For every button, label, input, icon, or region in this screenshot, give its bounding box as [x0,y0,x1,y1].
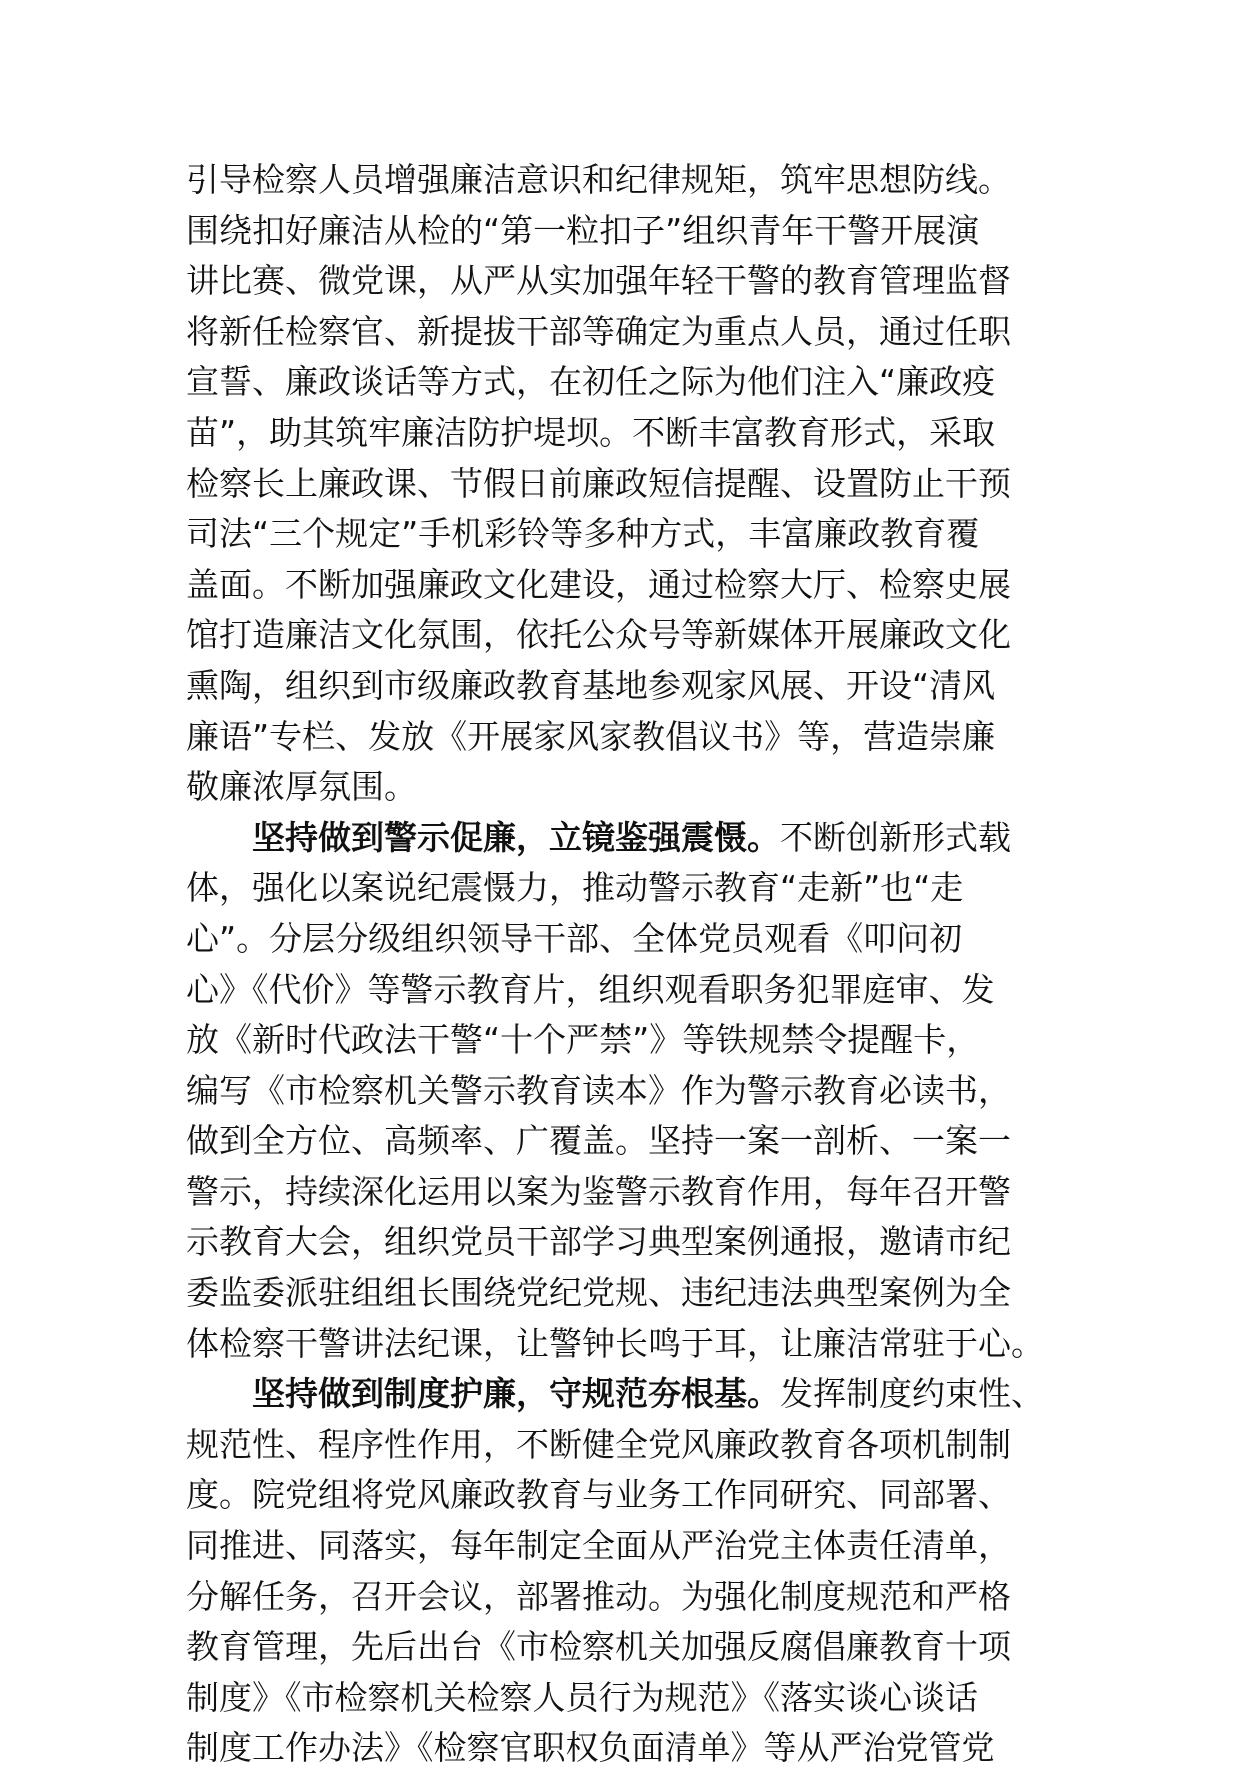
line-text: 制度》《市检察机关检察人员行为规范》《落实谈心谈话 [186,1677,978,1717]
paragraph-heading: 坚持做到制度护廉，守规范夯根基。 [252,1374,780,1414]
line-text: 体，强化以案说纪震慑力，推动警示教育“走新”也“走 [186,868,964,908]
line-text: 规范性、程序性作用，不断健全党风廉政教育各项机制制 [186,1424,1011,1464]
text-line [186,914,1066,965]
text-line [186,1066,1066,1117]
paragraph-heading: 坚持做到警示促廉，立镜鉴强震慑。 [252,817,780,857]
text-line [186,1521,1066,1572]
text-line [186,661,1066,712]
text-line [186,863,1066,914]
line-text: 编写《市检察机关警示教育读本》作为警示教育必读书， [186,1070,1011,1110]
line-text: 发挥制度约束性、 [780,1374,1044,1414]
line-text: 教育管理，先后出台《市检察机关加强反腐倡廉教育十项 [186,1627,1011,1667]
line-text: 讲比赛、微党课，从严从实加强年轻干警的教育管理监督 [186,261,1011,301]
line-text: 检察长上廉政课、节假日前廉政短信提醒、设置防止干预 [186,463,1011,503]
text-line [186,1572,1066,1623]
text-line [186,1622,1066,1673]
text-line [186,459,1066,510]
text-line [186,1470,1066,1521]
text-line [186,1420,1066,1471]
text-line [186,1673,1066,1724]
text-line [186,813,1066,864]
text-line [186,1319,1066,1370]
line-text: 分解任务，召开会议，部署推动。为强化制度规范和严格 [186,1576,1011,1616]
text-line [186,307,1066,358]
line-text: 敬廉浓厚氛围。 [186,767,417,807]
text-line [186,1369,1066,1420]
document-page [186,155,1066,1774]
line-text: 示教育大会，组织党员干部学习典型案例通报，邀请市纪 [186,1222,1011,1262]
text-line [186,712,1066,763]
line-text: 度。院党组将党风廉政教育与业务工作同研究、同部署、 [186,1475,1011,1515]
text-line [186,155,1066,206]
line-text: 警示，持续深化运用以案为鉴警示教育作用，每年召开警 [186,1171,1011,1211]
text-line [186,256,1066,307]
line-text: 引导检察人员增强廉洁意识和纪律规矩，筑牢思想防线。 [186,160,1011,199]
line-text: 苗”，助其筑牢廉洁防护堤坝。不断丰富教育形式，采取 [186,412,996,452]
line-text: 做到全方位、高频率、广覆盖。坚持一案一剖析、一案一 [186,1121,1011,1161]
text-line [186,1723,1066,1774]
text-line [186,1015,1066,1066]
line-text: 放《新时代政法干警“十个严禁”》等铁规禁令提醒卡， [186,1020,980,1060]
text-line [186,1167,1066,1218]
text-line [186,965,1066,1016]
text-line [186,357,1066,408]
text-line [186,1268,1066,1319]
text-line [186,1217,1066,1268]
line-text: 盖面。不断加强廉政文化建设，通过检察大厅、检察史展 [186,564,1011,604]
line-text: 制度工作办法》《检察官职权负面清单》等从严治党管党 [186,1728,995,1768]
text-line [186,408,1066,459]
line-text: 心》《代价》等警示教育片，组织观看职务犯罪庭审、发 [186,969,995,1009]
text-line [186,762,1066,813]
line-text: 同推进、同落实，每年制定全面从严治党主体责任清单， [186,1526,1011,1566]
line-text: 委监委派驻组组长围绕党纪党规、违纪违法典型案例为全 [186,1273,1011,1313]
text-line [186,560,1066,611]
text-line [186,610,1066,661]
line-text: 宣誓、廉政谈话等方式，在初任之际为他们注入“廉政疫 [186,362,996,402]
text-line [186,206,1066,257]
line-text: 熏陶，组织到市级廉政教育基地参观家风展、开设“清风 [186,665,996,705]
line-text: 体检察干警讲法纪课，让警钟长鸣于耳，让廉洁常驻于心。 [186,1323,1044,1363]
line-text: 司法“三个规定”手机彩铃等多种方式，丰富廉政教育覆 [186,514,980,554]
line-text: 心”。分层分级组织领导干部、全体党员观看《叩问初 [186,918,963,958]
line-text: 馆打造廉洁文化氛围，依托公众号等新媒体开展廉政文化 [186,615,1011,655]
line-text: 不断创新形式载 [780,817,1011,857]
line-text: 将新任检察官、新提拔干部等确定为重点人员，通过任职 [186,311,1011,351]
text-line [186,509,1066,560]
line-text: 围绕扣好廉洁从检的“第一粒扣子”组织青年干警开展演 [186,210,980,250]
text-line [186,1116,1066,1167]
line-text: 廉语”专栏、发放《开展家风家教倡议书》等，营造崇廉 [186,716,996,756]
